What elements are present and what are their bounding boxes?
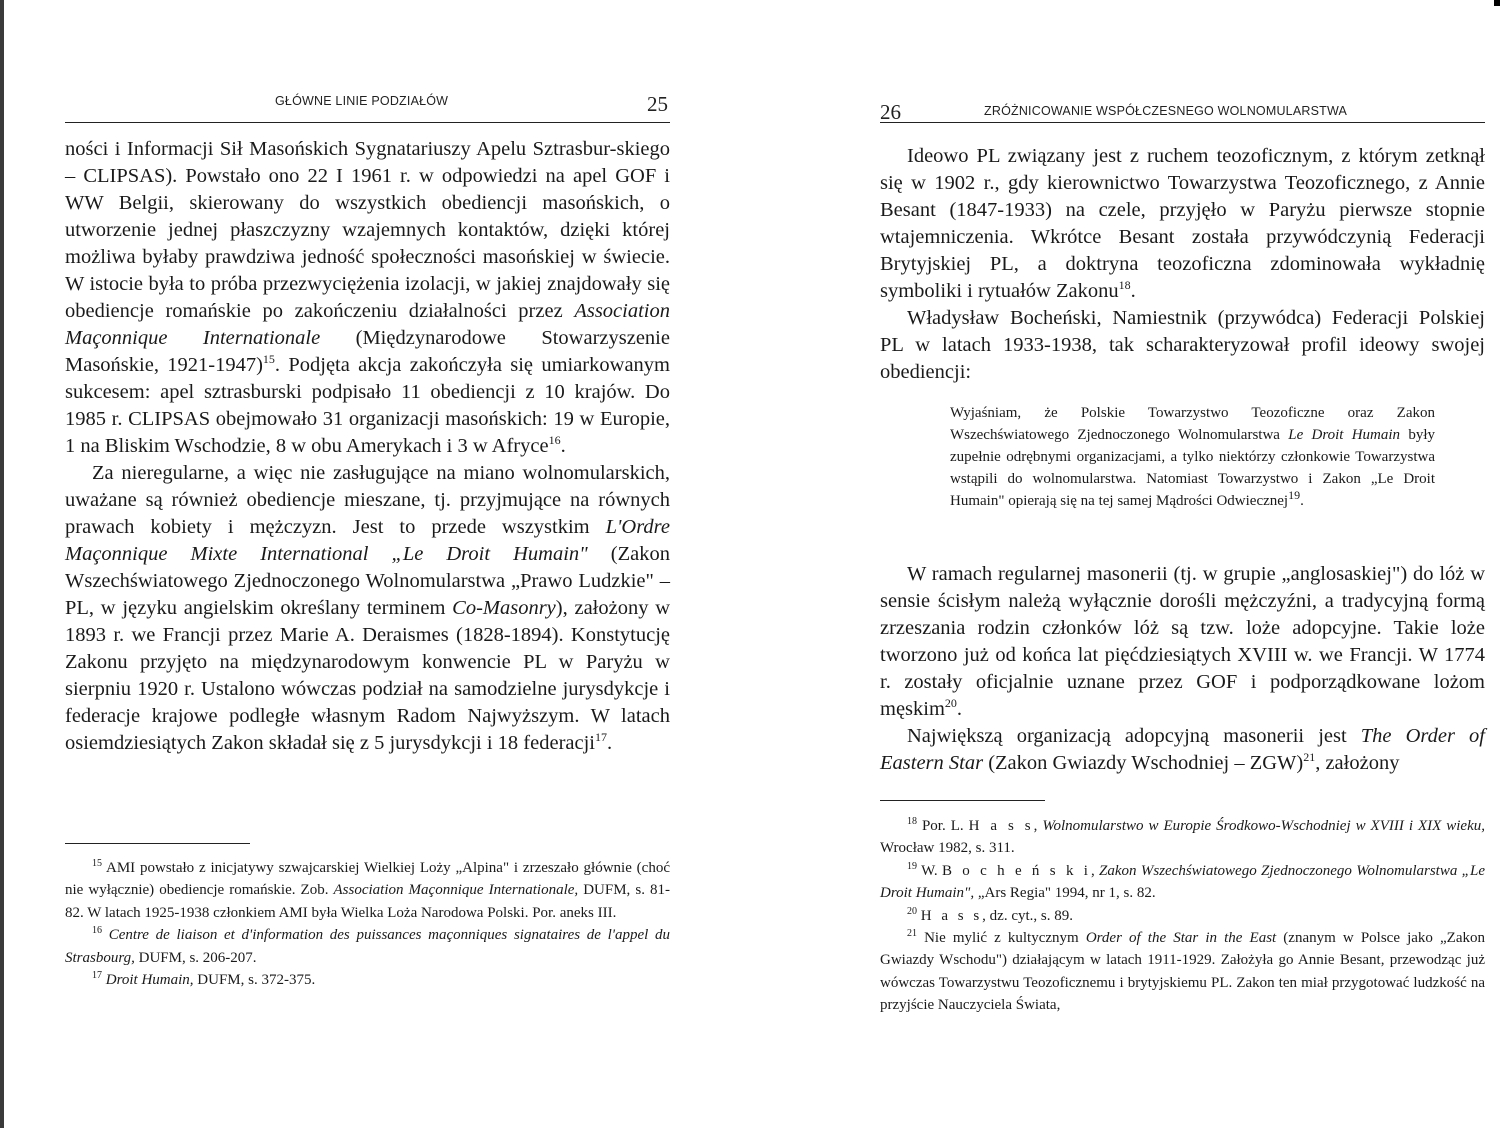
text-run: . bbox=[1130, 280, 1136, 302]
text-run: (Międzynarodowe Stowarzyszenie Masońskie, 1921-1947) bbox=[65, 327, 670, 376]
block-quote bbox=[950, 402, 1435, 512]
italic-text: Le Droit Humain bbox=[1288, 427, 1401, 443]
paragraph bbox=[880, 305, 1485, 386]
text-run: Wyjaśniam, że Polskie Towarzystwo Teozoficzne oraz Zakon Wszechświatowego Zjednoczonego Wolnomularstwa bbox=[950, 405, 1435, 443]
text-run: Za nieregularne, a więc nie zasługujące na miano wolnomularskich, uważane są również obediencje mieszane, tj. przyjmujące na równych prawach kobiety i mężczyzn. Jest to przede wszystkim bbox=[65, 462, 670, 538]
author-name: H a s s bbox=[968, 818, 1034, 834]
text-run: . bbox=[607, 732, 613, 754]
right-body-text-bottom bbox=[880, 561, 1485, 777]
running-title: GŁÓWNE LINIE PODZIAŁÓW bbox=[275, 94, 449, 108]
text-run: DUFM, s. 372-375. bbox=[193, 972, 316, 989]
footnote-reference: 20 bbox=[944, 696, 957, 711]
text-run: . Podjęta akcja zakończyła się umiarkowanym sukcesem: apel sztrasburski podpisało 11 obediencji z 10 krajów. Do 1985 r. CLIPSAS obejmowało 31 organizacji masońskich: 19 w Europie, 1 na Bliskim Wschodzie, 8 w obu Amerykach i 3 w Afryce bbox=[65, 354, 670, 457]
footnote-reference: 17 bbox=[595, 730, 607, 745]
footnote-reference: 15 bbox=[92, 858, 102, 869]
footnote bbox=[880, 815, 1485, 860]
paragraph bbox=[65, 136, 670, 460]
footnote-rule bbox=[880, 800, 1045, 801]
author-name: B o c h e ń s k i bbox=[941, 862, 1091, 879]
text-run: , dz. cyt., s. 89. bbox=[982, 907, 1073, 924]
left-footnotes bbox=[65, 857, 670, 991]
italic-text: Association Maçonnique Internationale bbox=[65, 300, 670, 349]
text-run: (Zakon Wszechświatowego Zjednoczonego Wolnomularstwa „Prawo Ludzkie" – PL, w języku angielskim określany terminem bbox=[65, 543, 670, 619]
text-run: DUFM, s. 81-82. W latach 1925-1938 członkiem AMI była Wielka Loża Narodowa Polski. Por. aneks III. bbox=[65, 882, 670, 921]
italic-text: Co-Masonry bbox=[452, 597, 556, 619]
page-number: 26 bbox=[880, 100, 901, 124]
footnote-rule bbox=[65, 843, 250, 844]
left-body-text bbox=[65, 136, 670, 757]
quote-paragraph bbox=[950, 402, 1435, 512]
italic-text: Zakon Wszechświatowego Zjednoczonego Wolnomularstwa „Le Droit Humain", bbox=[880, 862, 1486, 902]
footnote-reference: 21 bbox=[907, 928, 917, 940]
text-run: (Zakon Gwiazdy Wschodniej – ZGW) bbox=[983, 752, 1304, 774]
footnote-reference: 19 bbox=[907, 860, 917, 872]
text-run bbox=[102, 927, 109, 943]
footnote-reference: 16 bbox=[548, 433, 561, 448]
text-run: W ramach regularnej masonerii (tj. w grupie „anglosaskiej") do lóż w sensie ścisłym należą wyłącznie dorośli mężczyźni, a tradycyjną formą zrzeszania rodzin członków lóż są tzw. loże adopcyjne. Takie loże tworzono już od końca lat pięćdziesiątych XVIII w. we Francji. W 1774 r. zostały oficjalnie uznane przez GOF i podporządkowane lożom męskim bbox=[880, 563, 1485, 720]
text-run: , bbox=[1090, 862, 1100, 879]
text-run: (znanym w Polsce jako „Zakon Gwiazdy Wschodu") działającym w latach 1911-1929. Założyła go Annie Besant, przewodząc już wówczas Towarzystwu Teozoficznemu i brytyjskiemu PL. Zakon ten miał przygotować ludzkość na przyjście Nauczyciela Świata, bbox=[880, 930, 1485, 1014]
text-run: . bbox=[1300, 493, 1304, 509]
footnote-reference: 19 bbox=[1288, 488, 1301, 502]
footnote bbox=[880, 860, 1485, 905]
paragraph bbox=[880, 723, 1485, 777]
text-run: DUFM, s. 206-207. bbox=[134, 949, 257, 966]
italic-text: Order of the Star in the East bbox=[1085, 930, 1277, 947]
footnote-reference: 20 bbox=[907, 905, 917, 917]
italic-text: L'Ordre Maçonnique Mixte International „Le Droit Humain" bbox=[65, 516, 670, 565]
italic-text: Wolnomularstwo w Europie Środkowo-Wschodniej w XVIII i XIX wieku, bbox=[1042, 818, 1485, 834]
italic-text: Droit Humain, bbox=[105, 972, 194, 989]
right-body-text-top bbox=[880, 143, 1485, 386]
paragraph bbox=[65, 460, 670, 757]
text-run: , założony bbox=[1315, 752, 1400, 774]
footnote-reference: 15 bbox=[262, 352, 275, 367]
text-run: Por. L. bbox=[917, 818, 969, 834]
text-run: . bbox=[956, 698, 963, 720]
footnote bbox=[65, 924, 670, 969]
italic-text: Association Maçonnique Internationale, bbox=[333, 882, 579, 899]
footnote-reference: 18 bbox=[1118, 278, 1131, 293]
text-run: Największą organizacją adopcyjną masonerii jest bbox=[907, 725, 1361, 747]
text-run: W. bbox=[917, 862, 942, 879]
author-name: H a s s bbox=[920, 907, 983, 924]
footnote bbox=[880, 927, 1485, 1017]
left-page-header bbox=[65, 92, 670, 123]
running-title: ZRÓŻNICOWANIE WSPÓŁCZESNEGO WOLNOMULARSTWA bbox=[984, 104, 1348, 118]
text-run: Ideowo PL związany jest z ruchem teozoficznym, z którym zetknął się w 1902 r., gdy kierownictwo Towarzystwa Teozoficznego, z Annie Besant (1847-1933) na czele, przyjęło w Paryżu pierwsze stopnie wtajemniczenia. Wkrótce Besant została przywódczynią Federacji Brytyjskiej PL, a doktryna teozoficzna zdominowała wykładnię symboliki i rytuałów Zakonu bbox=[880, 145, 1485, 302]
text-run: AMI powstało z inicjatywy szwajcarskiej Wielkiej Loży „Alpina" i zrzeszało głównie (choć nie wyłącznie) obediencje romańskie. Zob. bbox=[65, 860, 670, 899]
text-run: , bbox=[1033, 818, 1043, 834]
text-run: „Ars Regia" 1994, nr 1, s. 82. bbox=[974, 885, 1156, 902]
footnote-reference: 17 bbox=[92, 970, 102, 982]
paragraph bbox=[880, 561, 1485, 723]
footnote bbox=[880, 905, 1485, 927]
text-run: ), założony w 1893 r. we Francji przez Marie A. Deraismes (1828-1894). Konstytucję Zakonu przyjęto na międzynarodowym konwencie PL w Paryżu w sierpniu 1920 r. Ustalono wówczas podział na samodzielne jurysdykcje i federacje krajowe podległe własnym Radom Najwyższym. W latach osiemdziesiątych Zakon składał się z 5 jurysdykcji i 18 federacji bbox=[65, 597, 671, 754]
italic-text: The Order of Eastern Star bbox=[880, 725, 1486, 774]
text-run: ności i Informacji Sił Masońskich Sygnatariuszy Apelu Sztrasbur-skiego – CLIPSAS). Powstało ono 22 I 1961 r. w odpowiedzi na apel GOF i WW Belgii, skierowany do wszystkich obediencji masońskich, o utworzenie jednej płaszczyzny wzajemnych kontaktów, dzięki której możliwa byłaby prawdziwa jedność społeczności masońskiej w świecie. W istocie była to próba przezwyciężenia izolacji, w jakiej znajdowały się obediencje romańskie po zakończeniu działalności przez bbox=[65, 138, 670, 322]
text-run: Nie mylić z kultycznym bbox=[917, 930, 1086, 947]
right-footnotes bbox=[880, 815, 1485, 1017]
page-number: 25 bbox=[647, 92, 668, 116]
footnote bbox=[65, 857, 670, 924]
right-page-header bbox=[880, 92, 1485, 123]
text-run: Wrocław 1982, s. 311. bbox=[880, 840, 1015, 857]
text-run: . bbox=[560, 435, 566, 457]
footnote-reference: 18 bbox=[907, 816, 917, 827]
text-run: były zupełnie odrębnymi organizacjami, a tylko niektórzy członkowie Towarzystwa wstąpili do wolnomularstwa. Natomiast Towarzystwo i Zakon „Le Droit Humain" opierają się na tej samej Mądrości Odwiecznej bbox=[950, 427, 1436, 509]
text-run: Władysław Bocheński, Namiestnik (przywódca) Federacji Polskiej PL w latach 1933-1938, tak scharakteryzował profil ideowy swojej obediencji: bbox=[880, 307, 1485, 383]
italic-text: Centre de liaison et d'information des puissances maçonniques signataires de l'appel du Strasbourg, bbox=[65, 927, 670, 966]
footnote-reference: 21 bbox=[1303, 750, 1316, 765]
paragraph bbox=[880, 143, 1485, 305]
footnote bbox=[65, 969, 670, 991]
footnote-reference: 16 bbox=[92, 925, 102, 937]
right-page bbox=[750, 0, 1500, 1128]
